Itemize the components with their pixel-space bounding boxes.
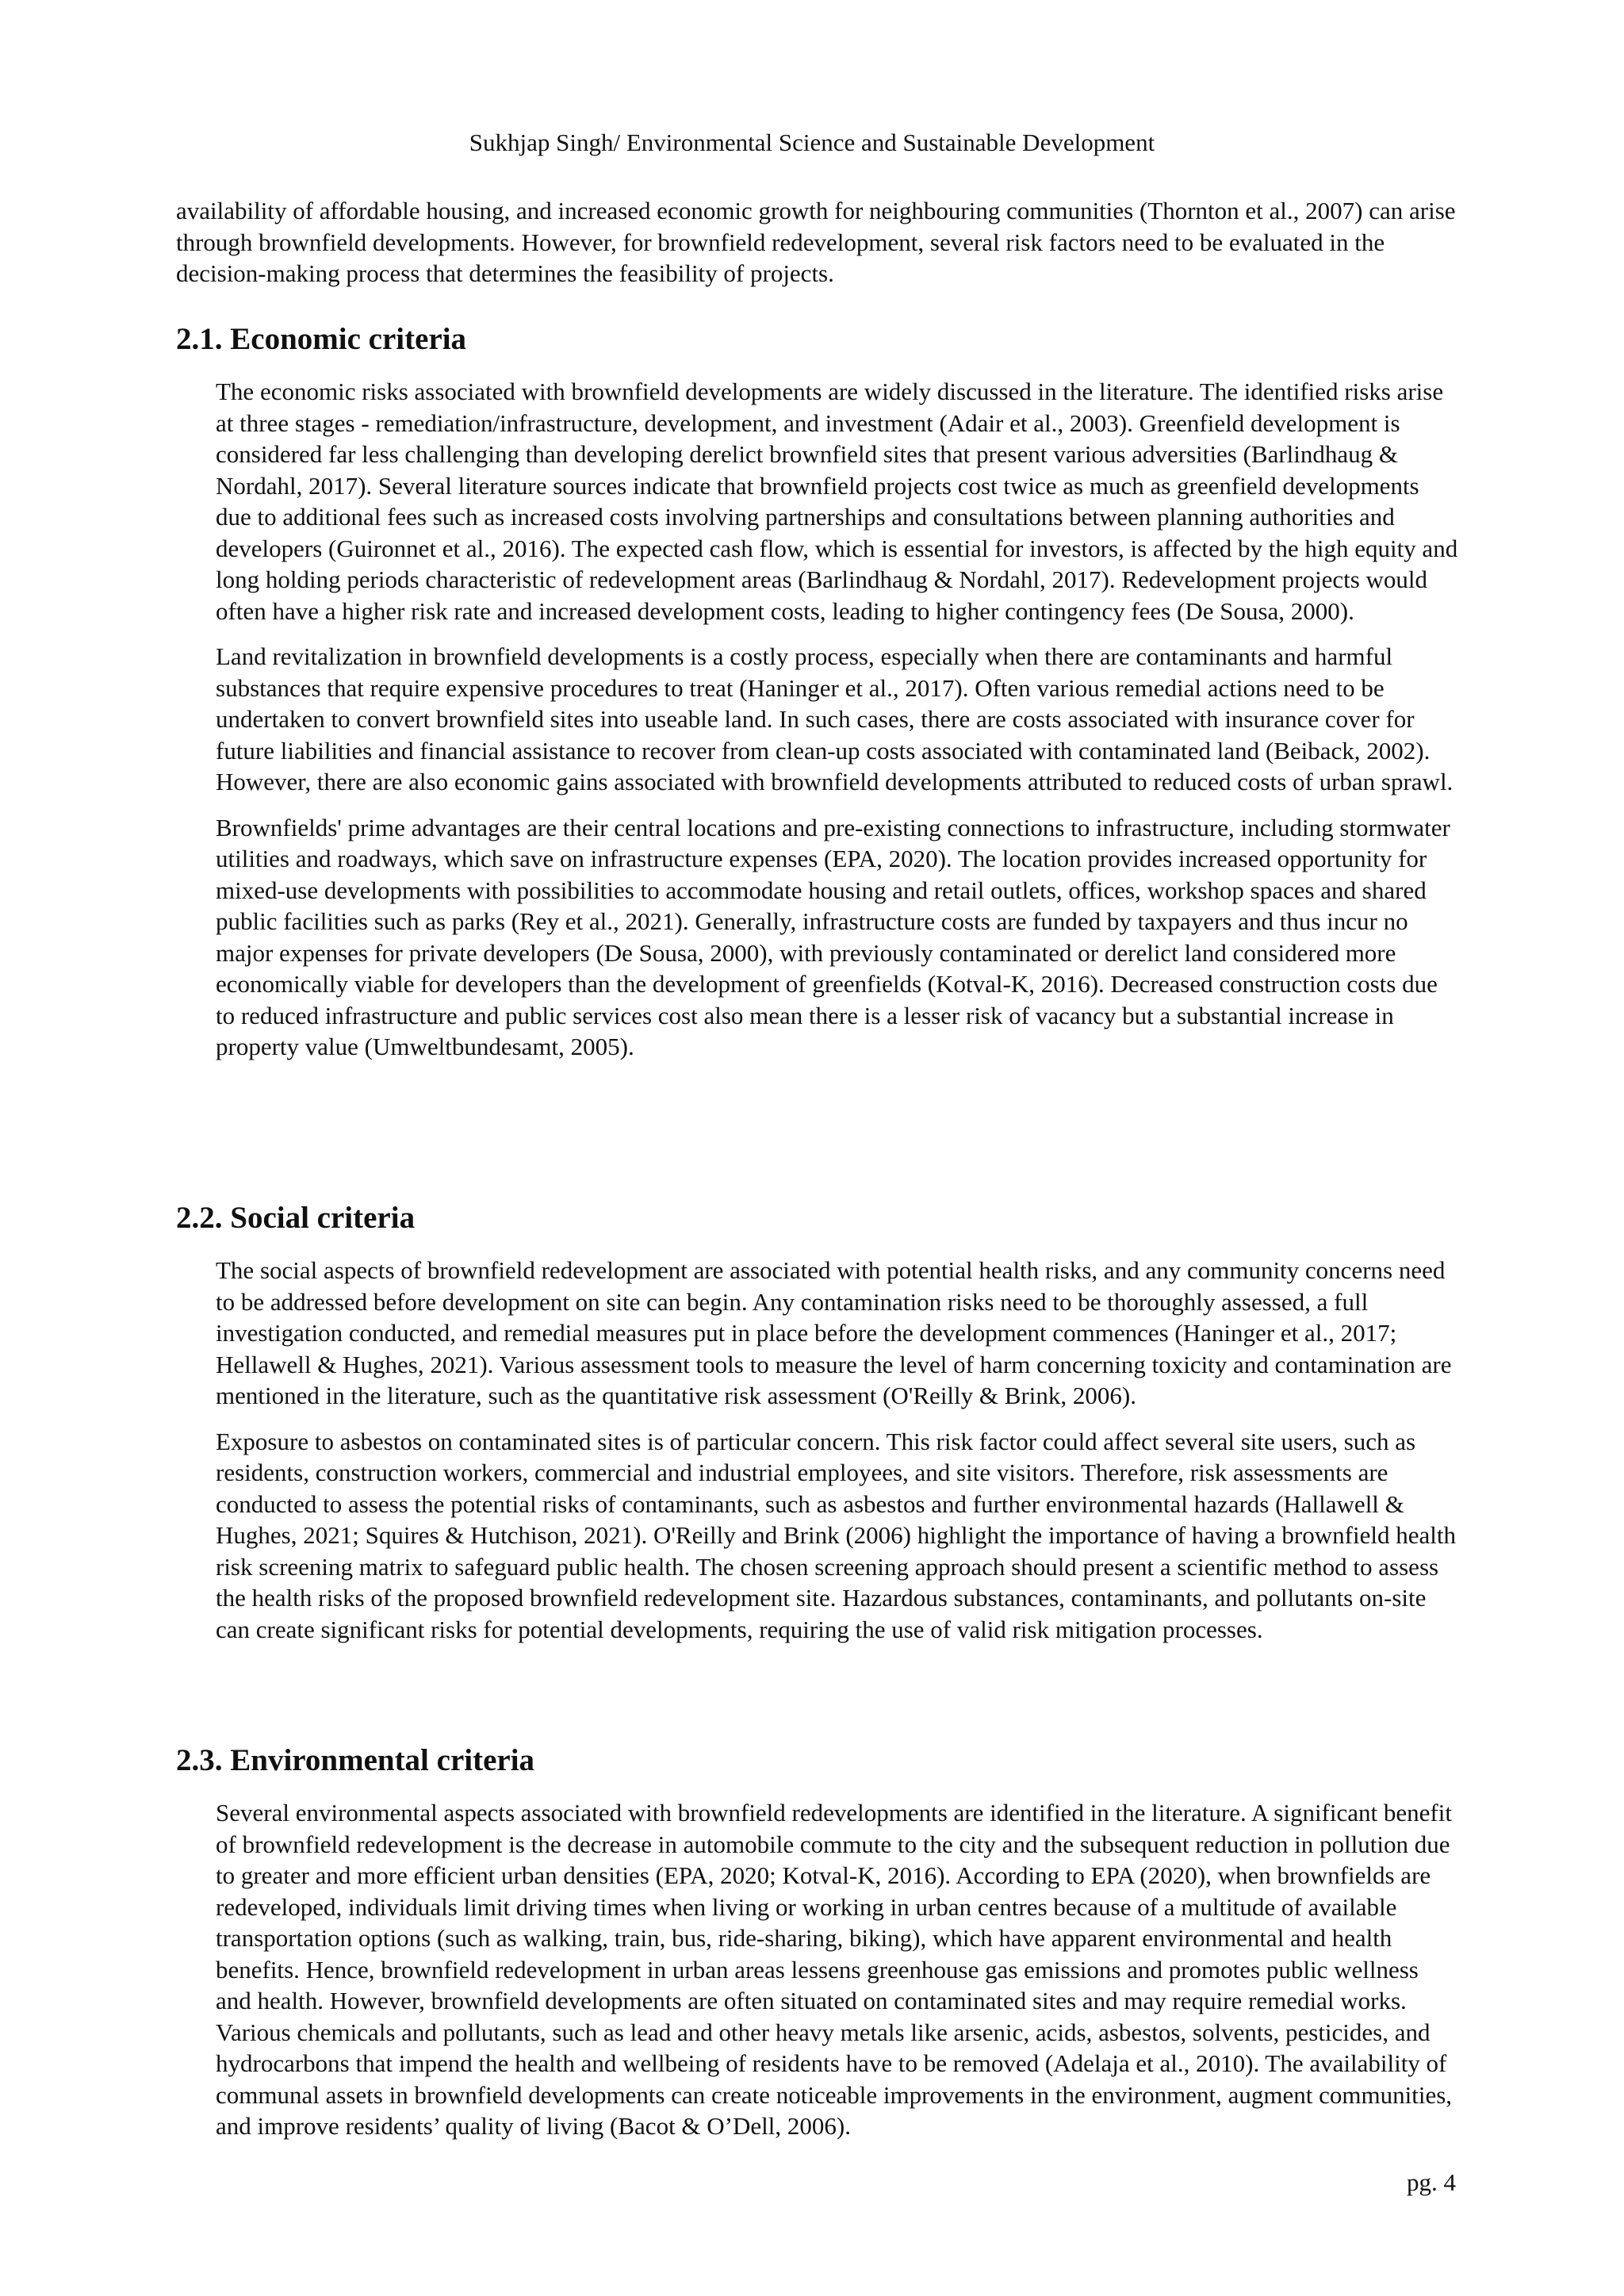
- running-header: Sukhjap Singh/ Environmental Science and Sustainable Development: [469, 128, 1155, 156]
- paragraph: Land revitalization in brownfield developments is a costly process, especially when there are contaminants and harmful substances that require expensive procedures to treat (Haninger et al., 2017). Often various remedial actions need to be undertaken to convert brownfield sites into useable land. In such cases, there are costs associated with insurance cover for future liabilities and financial assistance to recover from clean-up costs associated with contaminated land (Beiback, 2002). However, there are also economic gains associated with brownfield developments attributed to reduced costs of urban sprawl.: [216, 642, 1454, 795]
- section-body-economic: [216, 376, 1459, 1077]
- intro-paragraph: availability of affordable housing, and increased economic growth for neighbouring communities (Thornton et al., 2007) can arise through brownfield developments. However, for brownfield redevelopment, several risk factors need to be evaluated in the decision-making process that determines the feasibility of projects.: [176, 197, 1456, 287]
- section-heading-environmental: 2.3. Environmental criteria: [176, 1743, 535, 1777]
- section-heading-social: 2.2. Social criteria: [176, 1201, 416, 1235]
- paragraph: The social aspects of brownfield redevelopment are associated with potential health risks, and any community concerns need to be addressed before development on site can begin. Any contamination risks need to be thoroughly assessed, a full investigation conducted, and remedial measures put in place before the development commences (Haninger et al., 2017; Hellawell & Hughes, 2021). Various assessment tools to measure the level of harm concerning toxicity and contamination are mentioned in the literature, such as the quantitative risk assessment (O'Reilly & Brink, 2006).: [216, 1256, 1452, 1409]
- paragraph: Exposure to asbestos on contaminated sites is of particular concern. This risk factor could affect several site users, such as residents, construction workers, commercial and industrial employees, and site visitors. Therefore, risk assessments are conducted to assess the potential risks of contaminants, such as asbestos and further environmental hazards (Hallawell & Hughes, 2021; Squires & Hutchison, 2021). O'Reilly and Brink (2006) highlight the importance of having a brownfield health risk screening matrix to safeguard public health. The chosen screening approach should present a scientific method to assess the health risks of the proposed brownfield redevelopment site. Hazardous substances, contaminants, and pollutants on-site can create significant risks for potential developments, requiring the use of valid risk mitigation processes.: [216, 1427, 1456, 1643]
- page-number: pg. 4: [1407, 2168, 1456, 2196]
- section-body-social: [216, 1255, 1459, 1659]
- section-body-environmental: [216, 1797, 1459, 2156]
- paragraph: The economic risks associated with brownfield developments are widely discussed in the literature. The identified risks arise at three stages - remediation/infrastructure, development, and investment (Adair et al., 2003). Greenfield development is considered far less challenging than developing derelict brownfield sites that present various adversities (Barlindhaug & Nordahl, 2017). Several literature sources indicate that brownfield projects cost twice as much as greenfield developments due to additional fees such as increased costs involving partnerships and consultations between planning authorities and developers (Guironnet et al., 2016). The expected cash flow, which is essential for investors, is affected by the high equity and long holding periods characteristic of redevelopment areas (Barlindhaug & Nordahl, 2017). Redevelopment projects would often have a higher risk rate and increased development costs, leading to higher contingency fees (De Sousa, 2000).: [216, 378, 1458, 625]
- paragraph: Several environmental aspects associated with brownfield redevelopments are identified in the literature. A significant benefit of brownfield redevelopment is the decrease in automobile commute to the city and the subsequent reduction in pollution due to greater and more efficient urban densities (EPA, 2020; Kotval-K, 2016). According to EPA (2020), when brownfields are redeveloped, individuals limit driving times when living or working in urban centres because of a multitude of available transportation options (such as walking, train, bus, ride-sharing, biking), which have apparent environmental and health benefits. Hence, brownfield redevelopment in urban areas lessens greenhouse gas emissions and promotes public wellness and health. However, brownfield developments are often situated on contaminated sites and may require remedial works. Various chemicals and pollutants, such as lead and other heavy metals like arsenic, acids, asbestos, solvents, pesticides, and hydrocarbons that impend the health and wellbeing of residents have to be removed (Adelaja et al., 2010). The availability of communal assets in brownfield developments can create noticeable improvements in the environment, augment communities, and improve residents’ quality of living (Bacot & O’Dell, 2006).: [216, 1799, 1453, 2140]
- section-heading-economic: 2.1. Economic criteria: [176, 322, 467, 356]
- paragraph: Brownfields' prime advantages are their central locations and pre-existing connections to infrastructure, including stormwater utilities and roadways, which save on infrastructure expenses (EPA, 2020). The location provides increased opportunity for mixed-use developments with possibilities to accommodate housing and retail outlets, offices, workshop spaces and shared public facilities such as parks (Rey et al., 2021). Generally, infrastructure costs are funded by taxpayers and thus incur no major expenses for private developers (De Sousa, 2000), with previously contaminated or derelict land considered more economically viable for developers than the development of greenfields (Kotval-K, 2016). Decreased construction costs due to reduced infrastructure and public services cost also mean there is a lesser risk of vacancy but a substantial increase in property value (Umweltbundesamt, 2005).: [216, 813, 1450, 1060]
